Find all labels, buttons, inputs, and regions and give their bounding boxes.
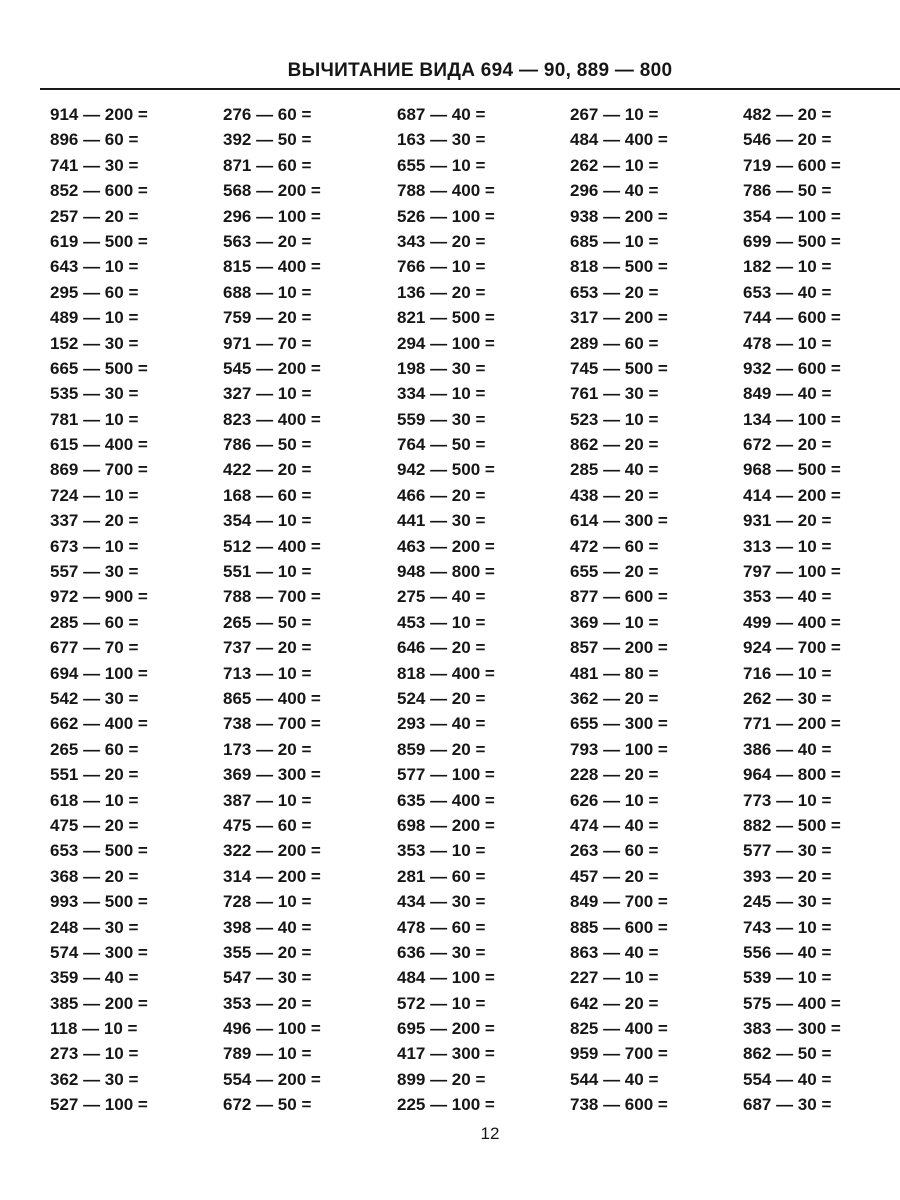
exercise-item: 393 — 20 =	[743, 866, 832, 886]
exercise-item: 577 — 30 =	[743, 841, 832, 861]
exercise-item: 914 — 200 =	[50, 105, 148, 124]
exercise-item: 568 — 200 =	[223, 181, 321, 201]
exercise-item: 535 — 30 =	[50, 384, 139, 404]
exercise-item: 643 — 10 =	[50, 257, 139, 277]
exercise-item: 262 — 30 =	[743, 688, 832, 708]
exercise-item: 993 — 500 =	[50, 892, 148, 912]
exercise-item: 276 — 60 =	[223, 105, 312, 124]
exercise-item: 728 — 10 =	[223, 892, 312, 912]
exercise-item: 359 — 40 =	[50, 968, 139, 988]
exercise-item: 556 — 40 =	[743, 942, 832, 962]
exercise-item: 786 — 50 =	[223, 435, 312, 455]
exercise-item: 789 — 10 =	[223, 1044, 312, 1064]
exercise-item: 737 — 20 =	[223, 638, 312, 658]
exercise-item: 655 — 10 =	[397, 155, 486, 175]
exercise-item: 273 — 10 =	[50, 1044, 139, 1064]
exercise-item: 547 — 30 =	[223, 968, 312, 988]
exercise-item: 551 — 10 =	[223, 562, 312, 582]
exercise-item: 343 — 20 =	[397, 231, 486, 251]
exercise-item: 618 — 10 =	[50, 790, 139, 810]
exercise-item: 942 — 500 =	[397, 460, 495, 480]
exercise-item: 764 — 50 =	[397, 435, 486, 455]
page-title: ВЫЧИТАНИЕ ВИДА 694 — 90, 889 — 800	[287, 60, 673, 81]
exercise-item: 857 — 200 =	[570, 638, 668, 658]
exercise-item: 899 — 20 =	[397, 1069, 486, 1089]
exercise-item: 685 — 10 =	[570, 231, 659, 251]
exercise-item: 938 — 200 =	[570, 206, 668, 226]
exercise-item: 369 — 300 =	[223, 765, 321, 785]
exercise-item: 489 — 10 =	[50, 308, 139, 328]
exercise-item: 285 — 40 =	[570, 460, 659, 480]
exercise-item: 615 — 400 =	[50, 435, 148, 455]
exercise-item: 653 — 500 =	[50, 841, 148, 861]
exercise-item: 392 — 50 =	[223, 130, 312, 150]
exercise-item: 369 — 10 =	[570, 612, 659, 632]
exercise-item: 168 — 60 =	[223, 485, 312, 505]
exercise-item: 163 — 30 =	[397, 130, 486, 150]
exercise-item: 118 — 10 =	[50, 1019, 138, 1039]
exercise-item: 481 — 80 =	[570, 663, 659, 683]
exercise-item: 862 — 20 =	[570, 435, 659, 455]
exercise-item: 257 — 20 =	[50, 206, 139, 226]
exercise-item: 818 — 400 =	[397, 663, 495, 683]
exercise-item: 441 — 30 =	[397, 511, 486, 531]
exercise-item: 574 — 300 =	[50, 942, 148, 962]
exercise-item: 296 — 40 =	[570, 181, 659, 201]
exercise-item: 285 — 60 =	[50, 612, 139, 632]
exercise-item: 655 — 300 =	[570, 714, 668, 734]
exercise-item: 417 — 300 =	[397, 1044, 495, 1064]
exercise-item: 198 — 30 =	[397, 358, 486, 378]
exercise-item: 554 — 200 =	[223, 1069, 321, 1089]
exercise-item: 662 — 400 =	[50, 714, 148, 734]
exercise-item: 797 — 100 =	[743, 562, 841, 582]
exercise-item: 337 — 20 =	[50, 511, 139, 531]
exercise-item: 614 — 300 =	[570, 511, 668, 531]
exercise-item: 385 — 200 =	[50, 993, 148, 1013]
exercise-item: 699 — 500 =	[743, 231, 841, 251]
exercise-item: 275 — 40 =	[397, 587, 486, 607]
exercise-item: 677 — 70 =	[50, 638, 139, 658]
exercise-item: 788 — 700 =	[223, 587, 321, 607]
exercise-item: 724 — 10 =	[50, 485, 139, 505]
exercise-item: 527 — 100 =	[50, 1095, 148, 1115]
exercise-item: 759 — 20 =	[223, 308, 312, 328]
exercise-item: 849 — 40 =	[743, 384, 832, 404]
exercise-item: 152 — 30 =	[50, 333, 139, 353]
exercise-item: 859 — 20 =	[397, 739, 486, 759]
exercise-item: 463 — 200 =	[397, 536, 495, 556]
exercise-item: 653 — 40 =	[743, 282, 832, 302]
exercise-item: 959 — 700 =	[570, 1044, 668, 1064]
exercise-item: 245 — 30 =	[743, 892, 832, 912]
exercise-item: 655 — 20 =	[570, 562, 659, 582]
exercise-item: 635 — 400 =	[397, 790, 495, 810]
exercise-item: 466 — 20 =	[397, 485, 486, 505]
exercise-item: 653 — 20 =	[570, 282, 659, 302]
exercise-item: 761 — 30 =	[570, 384, 659, 404]
exercise-item: 475 — 60 =	[223, 815, 312, 835]
exercise-item: 744 — 600 =	[743, 308, 841, 328]
exercise-item: 317 — 200 =	[570, 308, 668, 328]
exercise-item: 896 — 60 =	[50, 130, 139, 150]
exercise-item: 539 — 10 =	[743, 968, 832, 988]
exercise-item: 362 — 20 =	[570, 688, 659, 708]
exercise-item: 354 — 100 =	[743, 206, 841, 226]
title-divider	[40, 88, 900, 90]
exercise-item: 972 — 900 =	[50, 587, 148, 607]
exercise-item: 695 — 200 =	[397, 1019, 495, 1039]
exercise-item: 871 — 60 =	[223, 155, 312, 175]
exercise-item: 383 — 300 =	[743, 1019, 841, 1039]
exercise-item: 818 — 500 =	[570, 257, 668, 277]
exercise-item: 526 — 100 =	[397, 206, 495, 226]
exercise-column-1	[50, 102, 220, 1118]
exercise-item: 484 — 100 =	[397, 968, 495, 988]
exercise-item: 815 — 400 =	[223, 257, 321, 277]
exercise-item: 524 — 20 =	[397, 688, 486, 708]
exercise-item: 546 — 20 =	[743, 130, 832, 150]
exercise-item: 559 — 30 =	[397, 409, 486, 429]
exercise-item: 248 — 30 =	[50, 917, 139, 937]
exercise-item: 314 — 200 =	[223, 866, 321, 886]
exercise-item: 334 — 10 =	[397, 384, 486, 404]
exercise-item: 786 — 50 =	[743, 181, 832, 201]
exercise-item: 636 — 30 =	[397, 942, 486, 962]
exercise-item: 322 — 200 =	[223, 841, 321, 861]
exercise-item: 554 — 40 =	[743, 1069, 832, 1089]
exercise-item: 293 — 40 =	[397, 714, 486, 734]
exercise-item: 387 — 10 =	[223, 790, 312, 810]
exercise-item: 575 — 400 =	[743, 993, 841, 1013]
exercise-item: 327 — 10 =	[223, 384, 312, 404]
exercise-item: 572 — 10 =	[397, 993, 486, 1013]
exercise-item: 932 — 600 =	[743, 358, 841, 378]
exercise-item: 265 — 60 =	[50, 739, 139, 759]
exercise-item: 687 — 30 =	[743, 1095, 832, 1115]
exercise-item: 882 — 500 =	[743, 815, 841, 835]
exercise-item: 948 — 800 =	[397, 562, 495, 582]
exercise-item: 551 — 20 =	[50, 765, 139, 785]
exercise-item: 353 — 20 =	[223, 993, 312, 1013]
exercise-item: 852 — 600 =	[50, 181, 148, 201]
exercise-item: 545 — 200 =	[223, 358, 321, 378]
exercise-item: 355 — 20 =	[223, 942, 312, 962]
page-number: 12	[480, 1124, 500, 1143]
exercise-item: 434 — 30 =	[397, 892, 486, 912]
exercise-item: 743 — 10 =	[743, 917, 832, 937]
exercise-item: 289 — 60 =	[570, 333, 659, 353]
exercise-column-4	[570, 102, 740, 1118]
exercise-item: 924 — 700 =	[743, 638, 841, 658]
exercise-item: 793 — 100 =	[570, 739, 668, 759]
exercise-item: 227 — 10 =	[570, 968, 659, 988]
exercise-column-3	[397, 102, 567, 1118]
exercise-item: 478 — 10 =	[743, 333, 832, 353]
exercise-item: 475 — 20 =	[50, 815, 139, 835]
exercise-item: 353 — 40 =	[743, 587, 832, 607]
exercise-item: 263 — 60 =	[570, 841, 659, 861]
exercise-item: 885 — 600 =	[570, 917, 668, 937]
exercise-item: 422 — 20 =	[223, 460, 312, 480]
exercise-item: 665 — 500 =	[50, 358, 148, 378]
exercise-item: 964 — 800 =	[743, 765, 841, 785]
exercise-item: 438 — 20 =	[570, 485, 659, 505]
exercise-item: 821 — 500 =	[397, 308, 495, 328]
exercise-column-2	[223, 102, 393, 1118]
exercise-item: 228 — 20 =	[570, 765, 659, 785]
exercise-item: 262 — 10 =	[570, 155, 659, 175]
exercise-item: 673 — 10 =	[50, 536, 139, 556]
exercise-item: 716 — 10 =	[743, 663, 832, 683]
exercise-item: 694 — 100 =	[50, 663, 148, 683]
exercise-item: 877 — 600 =	[570, 587, 668, 607]
exercise-item: 523 — 10 =	[570, 409, 659, 429]
exercise-item: 626 — 10 =	[570, 790, 659, 810]
exercise-item: 182 — 10 =	[743, 257, 832, 277]
exercise-item: 362 — 30 =	[50, 1069, 139, 1089]
exercise-item: 788 — 400 =	[397, 181, 495, 201]
exercise-item: 281 — 60 =	[397, 866, 486, 886]
exercise-item: 542 — 30 =	[50, 688, 139, 708]
exercise-item: 296 — 100 =	[223, 206, 321, 226]
exercise-item: 482 — 20 =	[743, 105, 832, 124]
exercise-item: 823 — 400 =	[223, 409, 321, 429]
exercise-item: 646 — 20 =	[397, 638, 486, 658]
exercise-item: 478 — 60 =	[397, 917, 486, 937]
exercise-item: 687 — 40 =	[397, 105, 486, 124]
exercise-item: 136 — 20 =	[397, 282, 486, 302]
exercise-item: 134 — 100 =	[743, 409, 841, 429]
exercise-item: 738 — 600 =	[570, 1095, 668, 1115]
exercise-item: 688 — 10 =	[223, 282, 312, 302]
exercise-item: 499 — 400 =	[743, 612, 841, 632]
exercise-item: 766 — 10 =	[397, 257, 486, 277]
exercise-item: 863 — 40 =	[570, 942, 659, 962]
exercise-item: 713 — 10 =	[223, 663, 312, 683]
exercise-item: 557 — 30 =	[50, 562, 139, 582]
exercise-item: 265 — 50 =	[223, 612, 312, 632]
exercise-item: 773 — 10 =	[743, 790, 832, 810]
exercise-item: 741 — 30 =	[50, 155, 139, 175]
exercise-item: 368 — 20 =	[50, 866, 139, 886]
exercise-item: 745 — 500 =	[570, 358, 668, 378]
exercise-item: 472 — 60 =	[570, 536, 659, 556]
exercise-item: 719 — 600 =	[743, 155, 841, 175]
exercise-item: 512 — 400 =	[223, 536, 321, 556]
exercise-item: 968 — 500 =	[743, 460, 841, 480]
exercise-item: 931 — 20 =	[743, 511, 832, 531]
exercise-item: 267 — 10 =	[570, 105, 659, 124]
exercise-item: 354 — 10 =	[223, 511, 312, 531]
exercise-item: 865 — 400 =	[223, 688, 321, 708]
exercise-item: 577 — 100 =	[397, 765, 495, 785]
exercise-item: 672 — 50 =	[223, 1095, 312, 1115]
exercise-item: 484 — 400 =	[570, 130, 668, 150]
exercise-item: 457 — 20 =	[570, 866, 659, 886]
exercise-item: 173 — 20 =	[223, 739, 312, 759]
exercise-item: 563 — 20 =	[223, 231, 312, 251]
exercise-item: 544 — 40 =	[570, 1069, 659, 1089]
exercise-item: 313 — 10 =	[743, 536, 832, 556]
exercise-item: 225 — 100 =	[397, 1095, 495, 1115]
exercise-item: 698 — 200 =	[397, 815, 495, 835]
exercise-item: 642 — 20 =	[570, 993, 659, 1013]
exercise-item: 771 — 200 =	[743, 714, 841, 734]
exercise-item: 849 — 700 =	[570, 892, 668, 912]
exercise-item: 398 — 40 =	[223, 917, 312, 937]
exercise-item: 619 — 500 =	[50, 231, 148, 251]
exercise-item: 414 — 200 =	[743, 485, 841, 505]
exercise-item: 738 — 700 =	[223, 714, 321, 734]
exercise-item: 496 — 100 =	[223, 1019, 321, 1039]
exercise-item: 781 — 10 =	[50, 409, 139, 429]
exercise-item: 825 — 400 =	[570, 1019, 668, 1039]
exercise-item: 971 — 70 =	[223, 333, 312, 353]
exercise-column-5	[743, 102, 900, 1118]
exercise-item: 862 — 50 =	[743, 1044, 832, 1064]
exercise-item: 453 — 10 =	[397, 612, 486, 632]
exercise-item: 869 — 700 =	[50, 460, 148, 480]
exercise-item: 672 — 20 =	[743, 435, 832, 455]
exercise-item: 294 — 100 =	[397, 333, 495, 353]
exercise-item: 386 — 40 =	[743, 739, 832, 759]
exercise-item: 295 — 60 =	[50, 282, 139, 302]
exercise-item: 474 — 40 =	[570, 815, 659, 835]
exercise-item: 353 — 10 =	[397, 841, 486, 861]
